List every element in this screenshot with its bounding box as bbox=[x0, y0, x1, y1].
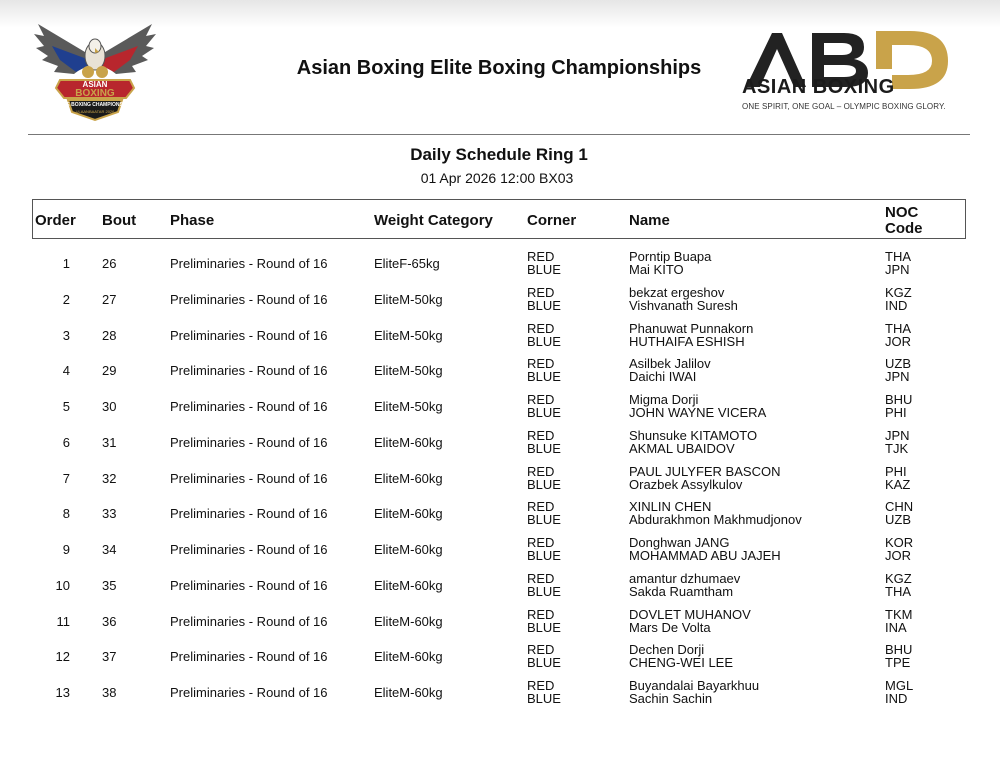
col-order: Order bbox=[35, 212, 76, 229]
schedule-rows bbox=[0, 250, 1000, 715]
header-divider bbox=[28, 134, 970, 135]
row-bout: 33 bbox=[102, 506, 117, 522]
schedule-title: Daily Schedule Ring 1 bbox=[410, 145, 588, 164]
logo-left-boxing: BOXING bbox=[75, 88, 115, 99]
boxer-blue: Sachin Sachin bbox=[629, 691, 713, 706]
row-bout: 29 bbox=[102, 363, 117, 379]
corner-red: RED bbox=[527, 535, 555, 550]
row-corner bbox=[527, 322, 561, 348]
noc-red: TKM bbox=[885, 606, 913, 622]
row-order: 5 bbox=[62, 399, 70, 414]
row-name bbox=[629, 393, 766, 419]
noc-blue: JOR bbox=[885, 548, 911, 563]
boxer-blue: HUTHAIFA ESHISH bbox=[629, 333, 745, 349]
row-bout: 28 bbox=[102, 327, 117, 343]
noc-red: PHI bbox=[885, 463, 907, 479]
corner-red: RED bbox=[527, 392, 555, 407]
noc-red: KGZ bbox=[885, 284, 912, 300]
col-corner: Corner bbox=[527, 212, 577, 229]
corner-blue: BLUE bbox=[527, 333, 561, 349]
corner-blue: BLUE bbox=[527, 262, 561, 277]
row-name bbox=[629, 250, 711, 276]
table-row bbox=[0, 429, 1000, 465]
logo-left-city: ULAANBAATAR 2026 bbox=[75, 109, 115, 114]
row-bout: 36 bbox=[102, 613, 117, 629]
logo-left-asian: ASIAN bbox=[82, 80, 108, 89]
row-order: 11 bbox=[56, 613, 70, 629]
boxer-red: XINLIN CHEN bbox=[629, 499, 712, 515]
table-row bbox=[0, 322, 1000, 358]
noc-red: BHU bbox=[885, 642, 913, 658]
row-bout: 27 bbox=[102, 291, 117, 307]
row-weight: EliteM-50kg bbox=[374, 291, 443, 307]
row-noc bbox=[885, 643, 912, 669]
row-corner bbox=[527, 572, 561, 598]
corner-blue: BLUE bbox=[527, 297, 561, 313]
row-name bbox=[629, 679, 759, 705]
noc-blue: TPE bbox=[885, 655, 911, 671]
asian-boxing-logo bbox=[738, 18, 970, 118]
row-name bbox=[629, 608, 751, 634]
row-name bbox=[629, 286, 738, 312]
row-noc bbox=[885, 393, 912, 419]
corner-blue: BLUE bbox=[527, 440, 561, 456]
row-weight: EliteM-50kg bbox=[374, 327, 443, 343]
boxer-red: PAUL JULYFER BASCON bbox=[629, 463, 781, 479]
row-weight: EliteM-60kg bbox=[374, 434, 443, 450]
boxer-blue: Sakda Ruamtham bbox=[629, 583, 734, 599]
row-weight: EliteM-60kg bbox=[374, 613, 443, 629]
row-corner bbox=[527, 393, 561, 419]
row-noc bbox=[885, 536, 913, 562]
table-row bbox=[0, 250, 1000, 286]
row-name bbox=[629, 429, 757, 455]
row-name bbox=[629, 465, 780, 491]
row-phase: Preliminaries - Round of 16 bbox=[170, 327, 328, 343]
corner-red: RED bbox=[527, 678, 555, 693]
row-name bbox=[629, 643, 733, 669]
noc-blue: PHI bbox=[885, 405, 907, 420]
row-bout: 26 bbox=[102, 256, 117, 271]
noc-red: THA bbox=[885, 249, 911, 264]
row-corner bbox=[527, 286, 561, 312]
row-corner bbox=[527, 679, 561, 705]
corner-blue: BLUE bbox=[527, 691, 561, 706]
boxer-red: bekzat ergeshov bbox=[629, 284, 725, 300]
row-order: 1 bbox=[62, 256, 70, 271]
noc-blue: IND bbox=[885, 691, 908, 706]
noc-red: JPN bbox=[885, 427, 910, 443]
noc-red: KGZ bbox=[885, 570, 912, 586]
noc-blue: TJK bbox=[885, 440, 909, 456]
boxer-red: Shunsuke KITAMOTO bbox=[629, 427, 758, 443]
noc-blue: IND bbox=[885, 297, 908, 313]
table-header bbox=[32, 199, 966, 239]
row-weight: EliteM-60kg bbox=[374, 685, 443, 700]
col-weight: Weight Category bbox=[374, 212, 493, 229]
corner-blue: BLUE bbox=[527, 583, 561, 599]
noc-blue: INA bbox=[885, 619, 907, 635]
table-row bbox=[0, 572, 1000, 608]
row-noc bbox=[885, 572, 912, 598]
corner-blue: BLUE bbox=[527, 512, 561, 528]
row-order: 8 bbox=[62, 506, 70, 522]
col-noc-line2: Code bbox=[885, 220, 923, 237]
page-title: Asian Boxing Elite Boxing Championships bbox=[296, 57, 702, 79]
boxer-red: Migma Dorji bbox=[629, 392, 699, 407]
row-phase: Preliminaries - Round of 16 bbox=[170, 685, 328, 700]
row-order: 4 bbox=[62, 363, 70, 379]
col-name: Name bbox=[629, 212, 670, 229]
noc-red: CHN bbox=[885, 499, 914, 515]
boxer-blue: Orazbek Assylkulov bbox=[629, 476, 743, 492]
noc-red: KOR bbox=[885, 535, 914, 550]
row-weight: EliteM-60kg bbox=[374, 506, 443, 522]
logo-left-subtitle: ELITE BOXING CHAMPIONSHIPS bbox=[55, 102, 135, 108]
row-bout: 30 bbox=[102, 399, 117, 414]
row-corner bbox=[527, 500, 561, 526]
row-order: 10 bbox=[55, 577, 70, 593]
corner-red: RED bbox=[527, 284, 555, 300]
row-noc bbox=[885, 679, 913, 705]
row-name bbox=[629, 357, 711, 383]
boxer-blue: Vishvanath Suresh bbox=[629, 297, 738, 313]
row-noc bbox=[885, 465, 910, 491]
boxer-blue: Mai KITO bbox=[629, 262, 684, 277]
table-row bbox=[0, 643, 1000, 679]
row-noc bbox=[885, 357, 911, 383]
row-noc bbox=[885, 286, 912, 312]
row-corner bbox=[527, 465, 561, 491]
col-bout: Bout bbox=[102, 212, 137, 229]
col-noc-line1: NOC bbox=[885, 204, 919, 221]
table-row bbox=[0, 465, 1000, 501]
table-row bbox=[0, 679, 1000, 715]
boxer-red: Asilbek Jalilov bbox=[629, 356, 711, 372]
corner-blue: BLUE bbox=[527, 548, 561, 563]
table-row bbox=[0, 608, 1000, 644]
row-noc bbox=[885, 322, 911, 348]
row-corner bbox=[527, 536, 561, 562]
row-bout: 31 bbox=[102, 434, 117, 450]
row-phase: Preliminaries - Round of 16 bbox=[170, 363, 328, 379]
row-name bbox=[629, 500, 802, 526]
table-row bbox=[0, 500, 1000, 536]
boxer-blue: Abdurakhmon Makhmudjonov bbox=[629, 512, 802, 528]
row-noc bbox=[885, 429, 910, 455]
noc-red: BHU bbox=[885, 392, 913, 407]
row-corner bbox=[527, 643, 561, 669]
noc-red: UZB bbox=[885, 356, 911, 372]
boxer-red: Phanuwat Punnakorn bbox=[629, 320, 754, 336]
corner-red: RED bbox=[527, 463, 555, 479]
row-bout: 34 bbox=[102, 542, 117, 557]
row-order: 12 bbox=[55, 649, 70, 665]
corner-red: RED bbox=[527, 642, 555, 658]
row-weight: EliteM-50kg bbox=[374, 399, 443, 414]
boxer-blue: CHENG-WEI LEE bbox=[629, 655, 734, 671]
row-phase: Preliminaries - Round of 16 bbox=[170, 434, 328, 450]
row-phase: Preliminaries - Round of 16 bbox=[170, 542, 328, 557]
table-row bbox=[0, 286, 1000, 322]
row-weight: EliteM-60kg bbox=[374, 542, 443, 557]
table-row bbox=[0, 357, 1000, 393]
row-phase: Preliminaries - Round of 16 bbox=[170, 613, 328, 629]
schedule-subtitle: 01 Apr 2026 12:00 BX03 bbox=[420, 170, 574, 186]
corner-red: RED bbox=[527, 427, 555, 443]
boxer-red: DOVLET MUHANOV bbox=[629, 606, 751, 622]
row-name bbox=[629, 572, 740, 598]
row-phase: Preliminaries - Round of 16 bbox=[170, 470, 328, 486]
noc-red: MGL bbox=[885, 678, 914, 693]
corner-red: RED bbox=[527, 249, 555, 264]
noc-blue: JPN bbox=[885, 369, 910, 385]
corner-red: RED bbox=[527, 356, 555, 372]
corner-red: RED bbox=[527, 499, 555, 515]
row-corner bbox=[527, 250, 561, 276]
row-phase: Preliminaries - Round of 16 bbox=[170, 577, 328, 593]
row-bout: 37 bbox=[102, 649, 117, 665]
corner-red: RED bbox=[527, 606, 555, 622]
noc-red: THA bbox=[885, 320, 911, 336]
row-bout: 35 bbox=[102, 577, 117, 593]
row-noc bbox=[885, 608, 912, 634]
corner-red: RED bbox=[527, 320, 555, 336]
row-noc bbox=[885, 250, 911, 276]
noc-blue: KAZ bbox=[885, 476, 911, 492]
row-weight: EliteM-60kg bbox=[374, 577, 443, 593]
col-phase: Phase bbox=[170, 212, 215, 229]
row-name bbox=[629, 322, 753, 348]
asian-boxing-wordmark: ASIAN BOXING bbox=[742, 76, 895, 98]
row-order: 13 bbox=[55, 685, 70, 700]
corner-blue: BLUE bbox=[527, 405, 561, 420]
row-noc bbox=[885, 500, 913, 526]
logo-tagline: ONE SPIRIT, ONE GOAL – OLYMPIC BOXING GLORY. bbox=[742, 102, 946, 111]
row-name bbox=[629, 536, 781, 562]
corner-blue: BLUE bbox=[527, 369, 561, 385]
boxer-blue: Mars De Volta bbox=[629, 619, 711, 635]
corner-blue: BLUE bbox=[527, 655, 561, 671]
row-weight: EliteF-65kg bbox=[374, 256, 440, 271]
boxer-red: amantur dzhumaev bbox=[629, 570, 741, 586]
row-corner bbox=[527, 608, 561, 634]
corner-red: RED bbox=[527, 570, 555, 586]
boxer-red: Dechen Dorji bbox=[629, 642, 705, 658]
corner-blue: BLUE bbox=[527, 476, 561, 492]
corner-blue: BLUE bbox=[527, 619, 561, 635]
row-order: 7 bbox=[62, 470, 70, 486]
boxer-blue: MOHAMMAD ABU JAJEH bbox=[629, 548, 781, 563]
row-phase: Preliminaries - Round of 16 bbox=[170, 399, 328, 414]
boxer-blue: AKMAL UBAIDOV bbox=[629, 440, 735, 456]
row-order: 9 bbox=[62, 542, 70, 557]
boxer-red: Porntip Buapa bbox=[629, 249, 712, 264]
boxer-blue: JOHN WAYNE VICERA bbox=[629, 405, 767, 420]
noc-blue: UZB bbox=[885, 512, 911, 528]
boxer-red: Buyandalai Bayarkhuu bbox=[629, 678, 760, 693]
noc-blue: THA bbox=[885, 583, 911, 599]
row-phase: Preliminaries - Round of 16 bbox=[170, 506, 328, 522]
col-noc bbox=[885, 205, 923, 237]
row-order: 3 bbox=[62, 327, 70, 343]
noc-blue: JOR bbox=[885, 333, 911, 349]
noc-blue: JPN bbox=[885, 262, 910, 277]
boxer-blue: Daichi IWAI bbox=[629, 369, 697, 385]
row-weight: EliteM-60kg bbox=[374, 470, 443, 486]
row-bout: 32 bbox=[102, 470, 117, 486]
row-weight: EliteM-50kg bbox=[374, 363, 443, 379]
row-corner bbox=[527, 357, 561, 383]
row-weight: EliteM-60kg bbox=[374, 649, 443, 665]
row-bout: 38 bbox=[102, 685, 117, 700]
table-row bbox=[0, 393, 1000, 429]
row-phase: Preliminaries - Round of 16 bbox=[170, 649, 328, 665]
row-corner bbox=[527, 429, 561, 455]
row-order: 6 bbox=[62, 434, 70, 450]
row-phase: Preliminaries - Round of 16 bbox=[170, 291, 328, 307]
table-row bbox=[0, 536, 1000, 572]
row-phase: Preliminaries - Round of 16 bbox=[170, 256, 328, 271]
boxer-red: Donghwan JANG bbox=[629, 535, 730, 550]
row-order: 2 bbox=[62, 291, 70, 307]
